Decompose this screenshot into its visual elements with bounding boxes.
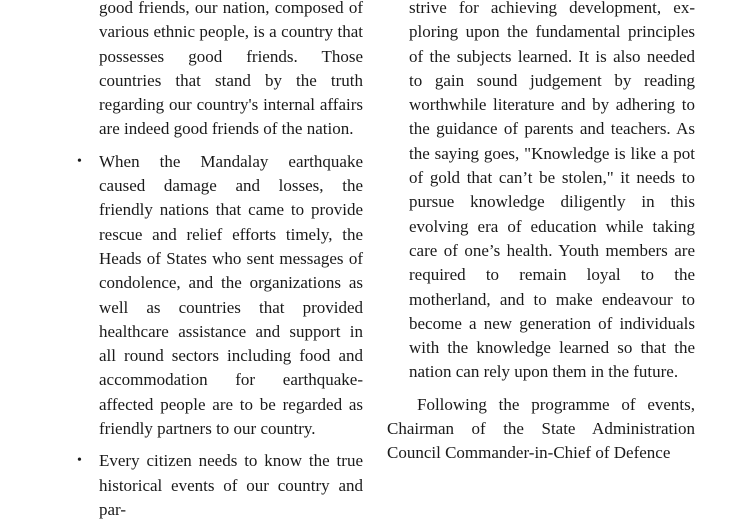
bullet-text-citizen: Every citizen needs to know the true historical events of our country and par-	[99, 451, 363, 519]
bullet-icon: •	[77, 453, 82, 469]
bullet-icon: •	[77, 153, 82, 169]
bullet-text-earthquake: When the Mandalay earthquake caused damage and losses, the friendly nations that came to provide rescue and relief efforts timely, the Heads of States who sent messages of condolence, and the organizations as well as countries that provided healthcare assistance and support in all round sectors including food and accommodation for earthquake-affected people are to be regarded as friendly partners to our country.	[99, 151, 363, 439]
left-column	[77, 0, 363, 530]
right-column	[387, 0, 695, 474]
bullet-item-citizen	[77, 449, 363, 522]
left-fragment-item	[99, 0, 363, 142]
right-fragment-text: strive for achieving development, exploring upon the fundamental principles of the subjects learned. It is also needed to gain sound judgement by reading worthwhile literature and by adhering to the guidance of parents and teachers. As the saying goes, "Knowledge is like a pot of gold that can’t be stolen," it needs to pursue knowledge diligently in this evolving era of education while taking care of one’s health. Youth members are required to remain loyal to the motherland, and to make endeavour to become a new generation of individuals with the knowledge learned so that the nation can rely upon them in the future.	[409, 0, 695, 382]
right-paragraph-following: Following the programme of events, Chairman of the State Administration Council Commander-in-Chief of Defence	[387, 394, 695, 463]
right-fragment-item	[409, 0, 695, 385]
bullet-item-earthquake	[77, 150, 363, 442]
left-fragment-text: good friends, our nation, composed of various ethnic people, is a country that possesses good friends. Those countries that stand by the truth regarding our country's internal affairs are indeed good friends of the nation.	[99, 0, 363, 139]
